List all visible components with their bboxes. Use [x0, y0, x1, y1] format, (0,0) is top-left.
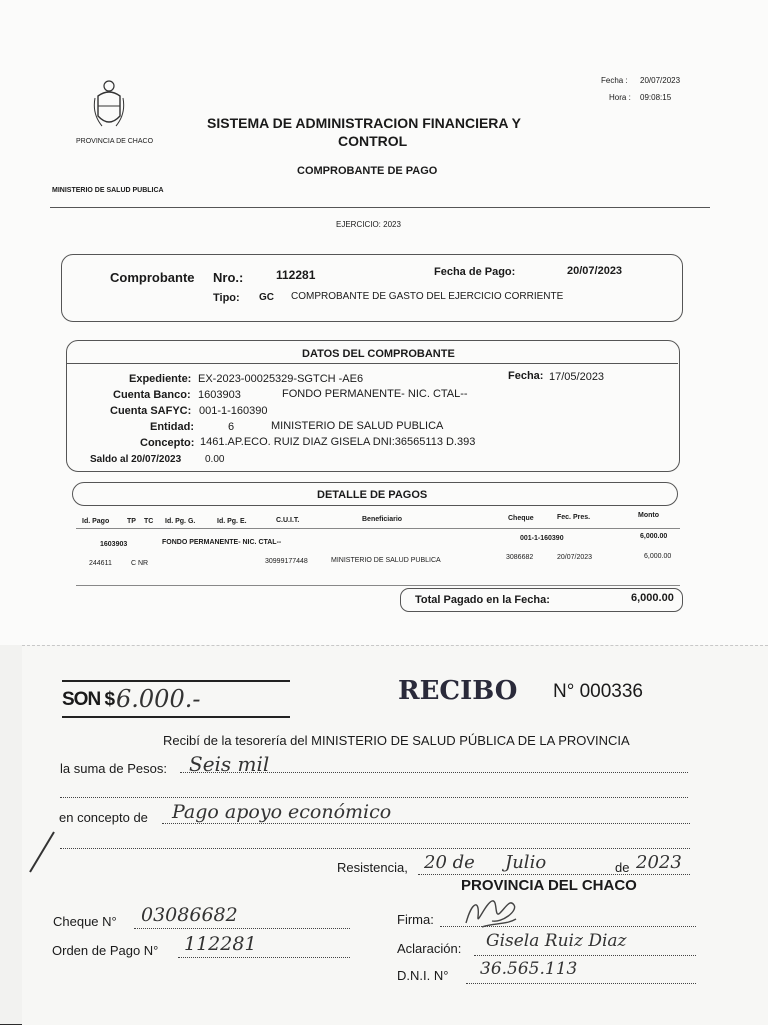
- group-monto: 6,000.00: [640, 533, 668, 540]
- orden-line: [178, 957, 350, 958]
- expediente-label: Expediente:: [129, 373, 192, 385]
- header-divider: [50, 207, 710, 208]
- anio-value: 2023: [636, 852, 682, 873]
- row-cuit: 30999177448: [265, 558, 308, 565]
- row-cheque: 3086682: [506, 554, 534, 561]
- row-fec-pres: 20/07/2023: [557, 554, 593, 561]
- suma-line: [180, 772, 688, 773]
- row-monto: 6,000.00: [644, 553, 672, 560]
- suma-label: la suma de Pesos:: [60, 761, 167, 776]
- comprobante-nro-label: Nro.:: [213, 270, 244, 285]
- son-bottom-rule: [62, 716, 290, 718]
- coat-of-arms-icon: [92, 78, 126, 132]
- provincia-del-chaco: PROVINCIA DEL CHACO: [461, 877, 637, 894]
- comprobante-label: Comprobante: [110, 270, 195, 285]
- provincia-label: PROVINCIA DE CHACO: [76, 138, 154, 145]
- group-name: FONDO PERMANENTE- NIC. CTAL--: [162, 539, 282, 546]
- cuenta-banco-label: Cuenta Banco:: [113, 389, 191, 401]
- concepto-label: Concepto:: [140, 437, 195, 449]
- datos-title: DATOS DEL COMPROBANTE: [302, 348, 455, 360]
- hora-value: 09:08:15: [640, 93, 672, 102]
- col-cheque: Cheque: [508, 515, 534, 522]
- page-title-line1: SISTEMA DE ADMINISTRACION FINANCIERA Y: [207, 115, 521, 131]
- recibo-number: N° 000336: [553, 681, 643, 702]
- fecha-pago-value: 20/07/2023: [567, 265, 623, 277]
- col-tp: TP: [127, 518, 136, 525]
- tipo-label: Tipo:: [213, 292, 240, 304]
- col-monto: Monto: [638, 512, 659, 519]
- aclaracion-value: Gisela Ruiz Diaz: [486, 931, 627, 951]
- col-tc: TC: [144, 518, 154, 525]
- comprobante-number: 112281: [276, 268, 316, 282]
- row-tp-tc: C NR: [131, 560, 149, 567]
- cuenta-banco-desc: FONDO PERMANENTE- NIC. CTAL--: [282, 388, 468, 400]
- cheque-line: [134, 928, 350, 929]
- tipo-description: COMPROBANTE DE GASTO DEL EJERCICIO CORRIENTE: [291, 291, 564, 302]
- suma-line-2: [60, 797, 688, 798]
- detalle-title: DETALLE DE PAGOS: [317, 489, 428, 501]
- col-id-pg-g: Id. Pg. G.: [165, 518, 196, 525]
- concepto-recibo-value: Pago apoyo económico: [172, 801, 392, 823]
- suma-value: Seis mil: [189, 752, 270, 776]
- mes-value: Julio: [505, 852, 547, 873]
- son-top-rule: [62, 680, 290, 682]
- fecha-label: Fecha :: [601, 76, 628, 85]
- recibo-line1: Recibí de la tesorería del MINISTERIO DE SALUD PÚBLICA DE LA PROVINCIA: [163, 733, 630, 748]
- col-id-pago: Id. Pago: [82, 518, 110, 525]
- dni-label: D.N.I. N°: [397, 968, 449, 983]
- col-id-pg-e: Id. Pg. E.: [217, 518, 247, 525]
- ministerio-label: MINISTERIO DE SALUD PUBLICA: [52, 187, 164, 194]
- col-cuit: C.U.I.T.: [276, 517, 300, 524]
- saldo-label: Saldo al 20/07/2023: [90, 454, 182, 465]
- son-label: SON $: [62, 689, 115, 710]
- aclaracion-label: Aclaración:: [397, 941, 462, 956]
- col-fec-pres: Fec. Pres.: [557, 514, 591, 521]
- orden-value: 112281: [184, 933, 257, 955]
- concepto-line: [162, 823, 690, 824]
- row-beneficiario: MINISTERIO DE SALUD PUBLICA: [331, 557, 441, 564]
- document-subtitle: COMPROBANTE DE PAGO: [297, 165, 438, 177]
- page-title-line2: CONTROL: [338, 133, 408, 149]
- entidad-label: Entidad:: [150, 421, 194, 433]
- fecha-value: 20/07/2023: [640, 76, 681, 85]
- concepto-value: 1461.AP.ECO. RUIZ DIAZ GISELA DNI:36565113 D.393: [200, 436, 476, 448]
- dni-value: 36.565.113: [480, 959, 578, 979]
- saldo-value: 0.00: [205, 454, 225, 465]
- total-label: Total Pagado en la Fecha:: [415, 594, 550, 606]
- son-amount: 6.000.-: [116, 685, 201, 713]
- row-id-pago: 244611: [89, 560, 112, 567]
- cheque-recibo-label: Cheque N°: [53, 914, 117, 929]
- dia-value: 20 de: [424, 852, 475, 873]
- col-beneficiario: Beneficiario: [362, 516, 403, 523]
- aclaracion-line: [474, 955, 696, 956]
- lugar-label: Resistencia,: [337, 860, 408, 875]
- ejercicio-label: EJERCICIO: 2023: [336, 220, 401, 229]
- detalle-footer-divider: [76, 585, 680, 586]
- hora-label: Hora :: [609, 93, 631, 102]
- fecha-pago-label: Fecha de Pago:: [434, 266, 516, 278]
- entidad-desc: MINISTERIO DE SALUD PUBLICA: [271, 420, 444, 432]
- firma-line: [440, 926, 696, 927]
- datos-title-divider: [66, 363, 678, 364]
- entidad-value: 6: [228, 421, 235, 433]
- de-label: de: [615, 860, 630, 875]
- cheque-recibo-value: 03086682: [141, 904, 238, 926]
- group-cuenta: 001-1-160390: [520, 535, 564, 542]
- detalle-header-divider: [76, 528, 680, 529]
- datos-fecha-label: Fecha:: [508, 370, 544, 382]
- tipo-code: GC: [259, 292, 274, 303]
- dni-line: [466, 983, 696, 984]
- total-value: 6,000.00: [631, 592, 674, 604]
- expediente-value: EX-2023-00025329-SGTCH -AE6: [198, 373, 364, 385]
- concepto-line-2: [60, 848, 690, 849]
- pen-stroke-mark: [28, 830, 58, 874]
- orden-label: Orden de Pago N°: [52, 943, 159, 958]
- firma-label: Firma:: [397, 912, 434, 927]
- datos-fecha-value: 17/05/2023: [549, 371, 605, 383]
- cuenta-banco-value: 1603903: [198, 389, 241, 401]
- fecha-line: [418, 874, 690, 875]
- recibo-title: RECIBO: [398, 676, 518, 706]
- signature-icon: [462, 893, 520, 933]
- cuenta-safyc-value: 001-1-160390: [199, 405, 268, 417]
- cuenta-safyc-label: Cuenta SAFYC:: [110, 405, 192, 417]
- group-id: 1603903: [100, 541, 128, 548]
- concepto-recibo-label: en concepto de: [59, 810, 148, 825]
